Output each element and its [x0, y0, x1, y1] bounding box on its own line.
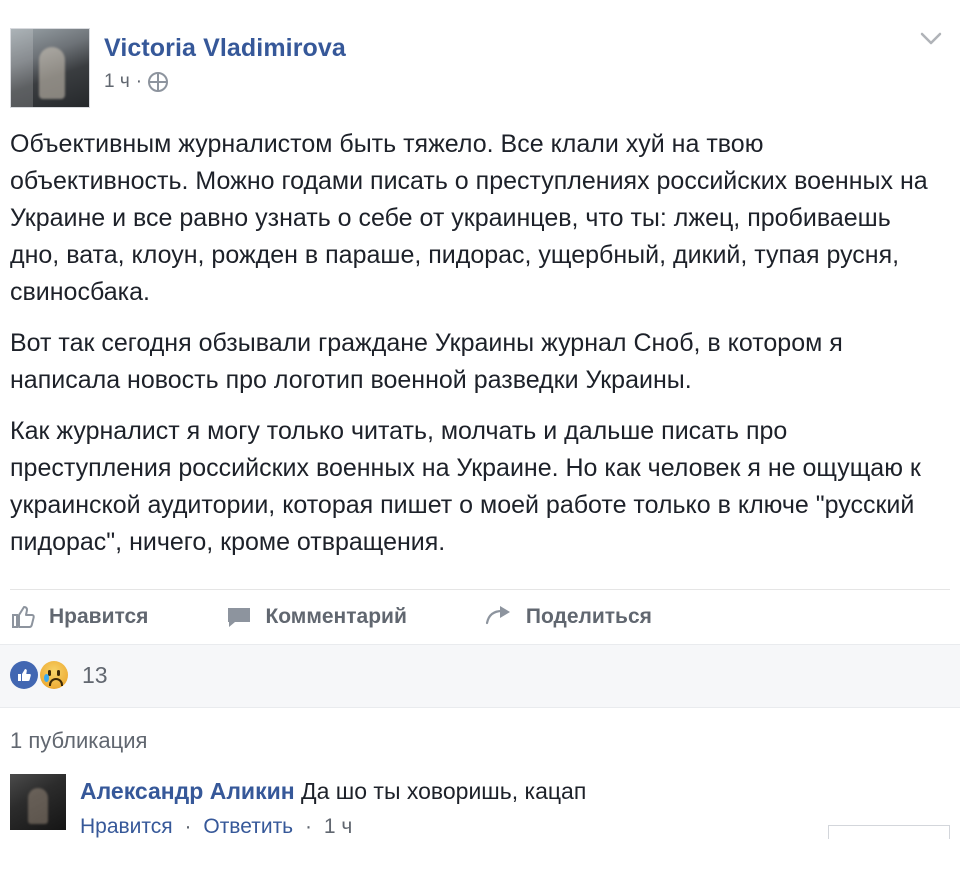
comment-line — [80, 776, 586, 806]
share-button[interactable] — [485, 604, 652, 630]
reaction-like-icon — [10, 661, 38, 689]
avatar[interactable] — [10, 28, 90, 108]
comment-avatar[interactable] — [10, 774, 66, 830]
comment-text: Да шо ты ховоришь, кацап — [301, 778, 587, 804]
like-button[interactable] — [10, 604, 148, 630]
comment-timestamp[interactable]: 1 ч — [323, 815, 353, 838]
comment-item — [0, 770, 960, 839]
comment-meta-separator: · — [184, 815, 192, 838]
comment-body — [80, 774, 586, 839]
share-icon — [485, 604, 513, 630]
comment-meta-separator: · — [304, 815, 312, 838]
comment-icon — [226, 604, 252, 630]
post-meta — [104, 71, 346, 93]
comment-like-link[interactable]: Нравится — [80, 815, 173, 838]
chevron-down-icon[interactable] — [916, 26, 946, 52]
post-header — [0, 0, 960, 108]
comment-reply-link[interactable]: Ответить — [203, 815, 294, 838]
bottom-popup-edge — [828, 825, 950, 839]
post-header-text — [104, 28, 346, 93]
comment-meta — [80, 815, 586, 839]
post-text — [0, 108, 960, 567]
comment-button[interactable] — [226, 604, 406, 630]
post-actions — [0, 590, 960, 644]
globe-icon[interactable] — [148, 72, 168, 92]
like-button-label: Нравится — [49, 605, 149, 628]
post-timestamp[interactable]: 1 ч — [104, 71, 130, 92]
reaction-count[interactable]: 13 — [82, 661, 108, 688]
reaction-sad-icon — [40, 661, 68, 689]
post-paragraph: Объективным журналистом быть тяжело. Все клали хуй на твою объективность. Можно годами писать о преступлениях российских военных на Украине и все равно узнать о себе от украинцев, что ты: лжец, пробиваешь дно, вата, клоун, рожден в параше, пидорас, ущербный, дикий, тупая русня, свиносбака. — [10, 130, 928, 306]
meta-separator: · — [135, 71, 143, 92]
comment-author-name[interactable]: Александр Аликин — [80, 778, 295, 804]
post-author-name[interactable]: Victoria Vladimirova — [104, 34, 346, 62]
thumbs-up-icon — [10, 604, 36, 630]
post-paragraph: Как журналист я могу только читать, молчать и дальше писать про преступления российских военных на Украине. Но как человек я не ощущаю к украинской аудитории, которая пишет о моей работе только в ключе "русский пидорас", ничего, кроме отвращения. — [10, 417, 921, 556]
share-button-label: Поделиться — [525, 605, 652, 628]
shares-count[interactable]: 1 публикация — [10, 728, 148, 753]
reactions-bar[interactable] — [0, 644, 960, 708]
comment-button-label: Комментарий — [265, 605, 407, 628]
post-paragraph: Вот так сегодня обзывали граждане Украины журнал Сноб, в котором я написала новость про логотип военной разведки Украины. — [10, 329, 843, 394]
